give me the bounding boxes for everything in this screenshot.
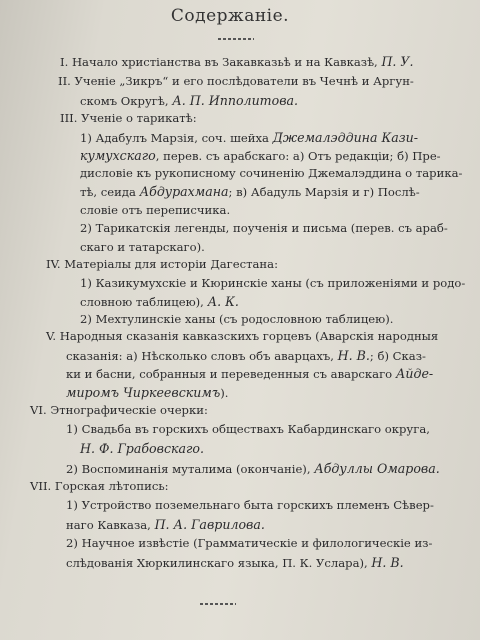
toc-line (80, 278, 465, 290)
toc-line (80, 150, 441, 163)
entry-text: дисловіе къ рукописному сочиненію Джемалэддина о тарика- (80, 166, 463, 180)
toc-line (60, 113, 197, 125)
entry-text: ; в) Абадуль Марзія и г) Послѣ- (228, 185, 420, 199)
entry-text: VI. Этнографическіе очерки: (30, 403, 208, 417)
toc-line (66, 424, 430, 436)
entry-text: IV. Матеріалы для исторіи Дагестана: (46, 257, 278, 271)
ornamental-rule-bottom (200, 603, 236, 605)
entry-text: I. Начало христіанства въ Закавказьѣ и на Кавказѣ, (60, 55, 382, 69)
entry-text: ; б) Сказ- (369, 349, 426, 363)
entry-text: III. Ученіе о тарикатѣ: (60, 111, 197, 125)
toc-line (66, 387, 228, 400)
toc-line (80, 132, 418, 145)
toc-line (80, 186, 420, 199)
author-name: А. К. (207, 294, 239, 309)
entry-text: 1) Свадьба въ горскихъ обществахъ Кабардинскаго округа, (66, 422, 430, 436)
ornamental-rule-top (218, 38, 254, 40)
toc-line (66, 500, 434, 512)
toc-line (66, 368, 433, 381)
entry-text: 2) Научное извѣстіе (Грамматическіе и филологическіе из- (66, 536, 433, 550)
toc-line (80, 95, 298, 108)
entry-text: скомъ Округѣ, (80, 94, 173, 108)
entry-text: словіе отъ переписчика. (80, 203, 231, 217)
toc-line (80, 314, 393, 326)
author-name: А. П. Ипполитова. (172, 93, 299, 108)
entry-text: 2) Тарикатскія легенды, поученія и письма (перев. съ араб- (80, 221, 448, 235)
toc-line (30, 405, 208, 417)
toc-line (66, 519, 265, 532)
toc-line (60, 56, 414, 69)
entry-text: слѣдованія Хюркилинскаго языка, П. К. Услара), (66, 556, 372, 570)
toc-line (80, 168, 462, 180)
author-name: Абдурахмана (139, 184, 229, 199)
toc-line (80, 242, 205, 254)
toc-line (30, 481, 169, 493)
toc-line (80, 443, 204, 456)
toc-line (66, 350, 426, 363)
author-name: П. У. (381, 54, 414, 69)
toc-line (80, 296, 239, 309)
entry-text: тѣ, сеида (80, 185, 140, 199)
toc-line (66, 557, 404, 570)
author-name: Н. В. (371, 555, 404, 570)
entry-text: словною таблицею), (80, 295, 208, 309)
entry-text: сказанія: а) Нѣсколько словъ объ аварцахъ, (66, 349, 338, 363)
entry-text: VII. Горская лѣтопись: (30, 479, 169, 493)
toc-line (46, 259, 278, 271)
entry-text: 1) Казикумухскіе и Кюринскіе ханы (съ приложеніями и родо- (80, 276, 466, 290)
author-name: Джемалэддина Кази- (272, 130, 418, 145)
entry-text: 2) Мехтулинскіе ханы (съ родословною таблицею). (80, 312, 394, 326)
toc-line (46, 331, 438, 343)
toc-line (58, 76, 414, 88)
author-name: Айде- (395, 366, 434, 381)
author-name: миромъ Чиркеевскимъ (66, 385, 221, 400)
author-name: Н. Ф. Грабовскаго. (80, 441, 204, 456)
author-name: кумухскаго (80, 148, 156, 163)
entry-text: наго Кавказа, (66, 518, 155, 532)
page-title: Содержаніе. (170, 6, 290, 26)
author-name: П. А. Гаврилова. (154, 517, 265, 532)
entry-text: , перев. съ арабскаго: а) Отъ редакціи; б) Пре- (155, 149, 441, 163)
author-name: Н. В. (337, 348, 370, 363)
entry-text: ки и басни, собранныя и переведенныя съ аварскаго (66, 367, 396, 381)
toc-line (66, 463, 440, 476)
author-name: Абдуллы Омарова. (314, 461, 440, 476)
entry-text: ). (220, 386, 229, 400)
entry-text: 2) Воспоминанія муталима (окончаніе), (66, 462, 315, 476)
entry-text: 1) Адабулъ Марзія, соч. шейха (80, 131, 273, 145)
entry-text: скаго и татарскаго). (80, 240, 205, 254)
entry-text: 1) Устройство поземельнаго быта горскихъ племенъ Сѣвер- (66, 498, 434, 512)
toc-line (66, 538, 432, 550)
toc-line (80, 205, 230, 217)
toc-line (80, 223, 448, 235)
entry-text: II. Ученіе „Зикръ“ и его послѣдователи въ Чечнѣ и Аргун- (58, 74, 414, 88)
entry-text: V. Народныя сказанія кавказскихъ горцевъ (Аварскія народныя (46, 329, 439, 343)
